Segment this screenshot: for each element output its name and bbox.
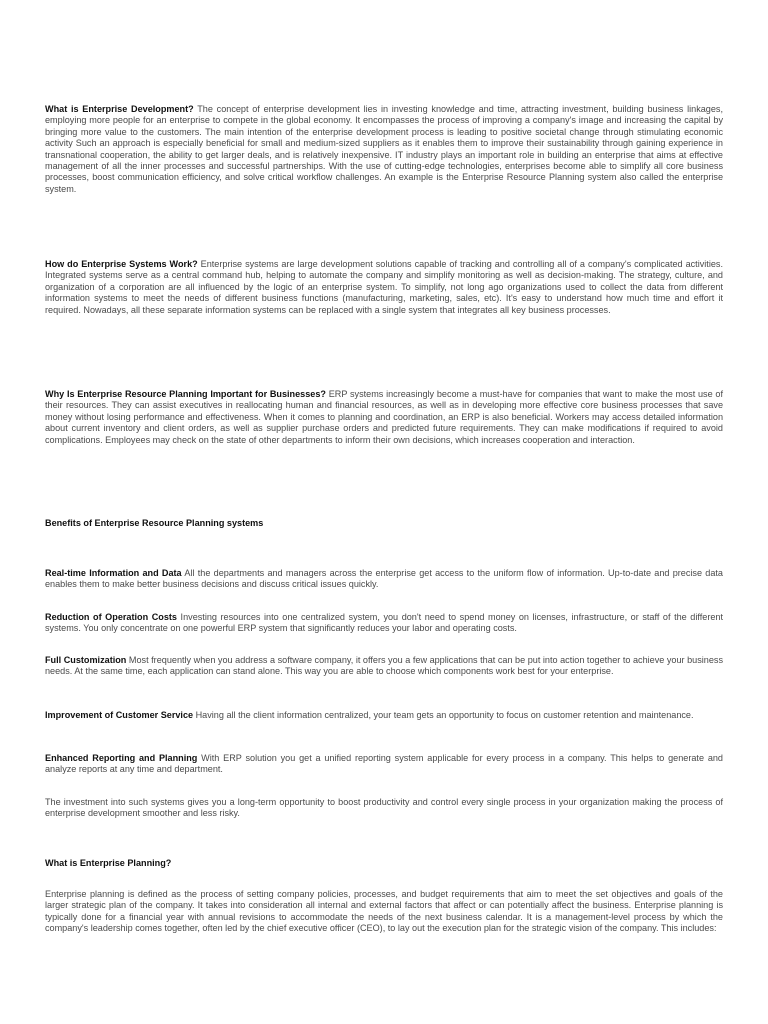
benefit-customer-service — [45, 710, 723, 721]
benefit-customization — [45, 655, 723, 678]
benefit-body: With ERP solution you get a unified reporting system applicable for every process in a company. This helps to generate and analyze reports at any time and department. — [45, 753, 723, 775]
benefits-heading: Benefits of Enterprise Resource Planning systems — [45, 518, 264, 528]
paragraph-enterprise-development — [45, 104, 723, 195]
paragraph-erp-importance — [45, 389, 723, 446]
section-body: The concept of enterprise development lies in investing knowledge and time, attracting investment, building business linkages, employing more people for an enterprise to compete in the global economy. It encompasses the process of improving a company's image and increasing the capital by bringing more value to the customers. The main intention of the enterprise development process is leading to positive societal change through stimulating economic activity Such an approach is especially beneficial for small and medium-sized suppliers as it enables them to improve their sustainability through gaining experience in transnational cooperation, the ability to get larger deals, and is relatively inexpensive. IT industry plays an important role in building an enterprise that aims at effective management of all the inner processes and successful partnerships. With the use of cutting-edge technologies, enterprises become able to simplify all core business processes, boost communication efficiency, and solve critical workflow challenges. An example is the Enterprise Resource Planning system also called the enterprise system. — [45, 104, 723, 194]
benefit-body: Most frequently when you address a software company, it offers you a few applications that can be put into action together to achieve your business needs. At the same time, each application can stand alone. This way you are able to choose which components work best for your enterprise. — [45, 655, 723, 677]
benefit-body: Having all the client information centralized, your team gets an opportunity to focus on customer retention and maintenance. — [193, 710, 694, 720]
section-title: What is Enterprise Development? — [45, 104, 194, 114]
section-title: Why Is Enterprise Resource Planning Important for Businesses? — [45, 389, 326, 399]
benefit-title: Real-time Information and Data — [45, 568, 182, 578]
section-title: How do Enterprise Systems Work? — [45, 259, 198, 269]
benefit-body: All the departments and managers across the enterprise get access to the uniform flow of information. Up-to-date and precise data enables them to make better business decisions and discuss critical issues quickly. — [45, 568, 723, 590]
benefit-title: Full Customization — [45, 655, 127, 665]
benefit-title: Improvement of Customer Service — [45, 710, 194, 720]
paragraph-investment: The investment into such systems gives you a long-term opportunity to boost productivity and control every single process in your organization making the process of enterprise development smoother and less risky. — [45, 797, 723, 819]
benefit-body: Investing resources into one centralized system, you don't need to spend money on licenses, infrastructure, or staff of the different systems. You only concentrate on one powerful ERP system that significantly reduces your labor and operating costs. — [45, 612, 723, 634]
benefit-operation-costs — [45, 612, 723, 635]
paragraph-enterprise-planning: Enterprise planning is defined as the process of setting company policies, processes, and budget requirements that aim to meet the set objectives and goals of the larger strategic plan of the company. It takes into consideration all internal and external factors that affect or can potentially affect the business. Enterprise planning is typically done for a financial year with annual revisions to accommodate the needs of the next business calendar. It is a management-level process by which the company's leadership comes together, often led by the chief executive officer (CEO), to lay out the execution plan for the strategic vision of the company. This includes: — [45, 889, 723, 934]
benefit-title: Enhanced Reporting and Planning — [45, 753, 198, 763]
section-body: Enterprise systems are large development solutions capable of tracking and controlling all of a company's complicated activities. Integrated systems serve as a central command hub, helping to automate the company and simplify monitoring as well as decision-making. The strategy, culture, and organization of a corporation are all influenced by the logic of an enterprise system. To simplify, not long ago organizations used to collect the data from different information systems to meet the needs of different business functions (manufacturing, marketing, sales, etc). It's easy to understand how much time and effort it required. Nowadays, all these separate information systems can be replaced with a single system that integrates all key business processes. — [45, 259, 723, 315]
paragraph-enterprise-systems — [45, 259, 723, 316]
section-body: ERP systems increasingly become a must-have for companies that want to make the most use of their resources. They can assist executives in reallocating human and financial resources, as well as in developing more effective core business processes that save money without losing performance and effectiveness. When it comes to planning and coordination, an ERP is also beneficial. Workers may access detailed information about current inventory and client orders, as well as supplier purchase orders and predicted future requirements. They can make modifications if required to avoid complications. Employees may check on the state of other departments to inform their own decisions, which increases cooperation and interaction. — [45, 389, 723, 445]
benefit-title: Reduction of Operation Costs — [45, 612, 177, 622]
benefit-reporting — [45, 753, 723, 776]
planning-heading: What is Enterprise Planning? — [45, 858, 172, 868]
benefit-realtime-info — [45, 568, 723, 591]
